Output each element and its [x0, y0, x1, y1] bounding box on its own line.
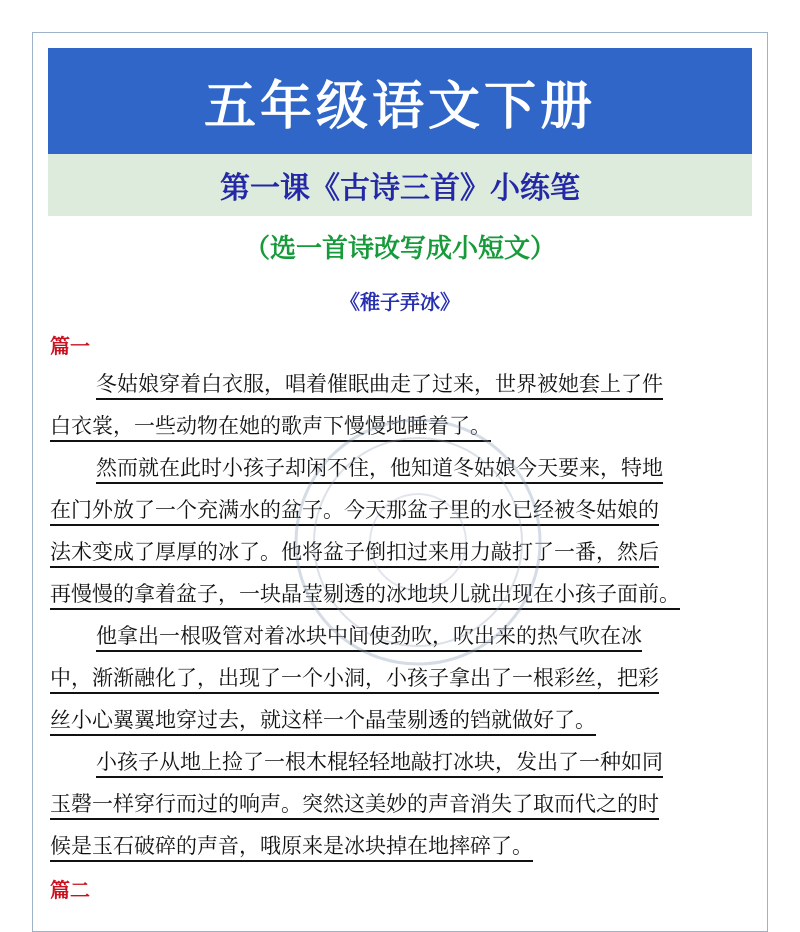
poem-title: 《稚子弄冰》 [340, 290, 460, 314]
section-label-2: 篇二 [50, 878, 90, 902]
text-line: 小孩子从地上捡了一根木棍轻轻地敲打冰块，发出了一种如同 [96, 746, 800, 778]
section-label-1: 篇一 [50, 334, 90, 358]
text-line: 再慢慢的拿着盆子，一块晶莹剔透的冰地块儿就出现在小孩子面前。 [50, 578, 754, 610]
text-line: 在门外放了一个充满水的盆子。今天那盆子里的水已经被冬姑娘的 [50, 494, 754, 526]
text-line: 白衣裳，一些动物在她的歌声下慢慢地睡着了。 [50, 410, 754, 442]
text-line: 他拿出一根吸管对着冰块中间使劲吹，吹出来的热气吹在冰 [96, 620, 800, 652]
watermark-stamp-icon [288, 412, 548, 672]
text-line: 玉磬一样穿行而过的响声。突然这美妙的声音消失了取而代之的时 [50, 788, 754, 820]
text-line: 丝小心翼翼地穿过去，就这样一个晶莹剔透的铛就做好了。 [50, 704, 754, 736]
text-line: 候是玉石破碎的声音，哦原来是冰块掉在地摔碎了。 [50, 830, 754, 862]
text-line: 冬姑娘穿着白衣服，唱着催眠曲走了过来，世界被她套上了件 [96, 368, 800, 400]
text-line: 法术变成了厚厚的冰了。他将盆子倒扣过来用力敲打了一番，然后 [50, 536, 754, 568]
lesson-subtitle: 第一课《古诗三首》小练笔 [48, 154, 752, 216]
page-title: 五年级语文下册 [48, 48, 752, 154]
text-line: 然而就在此时小孩子却闲不住，他知道冬姑娘今天要来，特地 [96, 452, 800, 484]
text-line: 中，渐渐融化了，出现了一个小洞，小孩子拿出了一根彩丝，把彩 [50, 662, 754, 694]
instruction-text: （选一首诗改写成小短文） [243, 234, 556, 264]
